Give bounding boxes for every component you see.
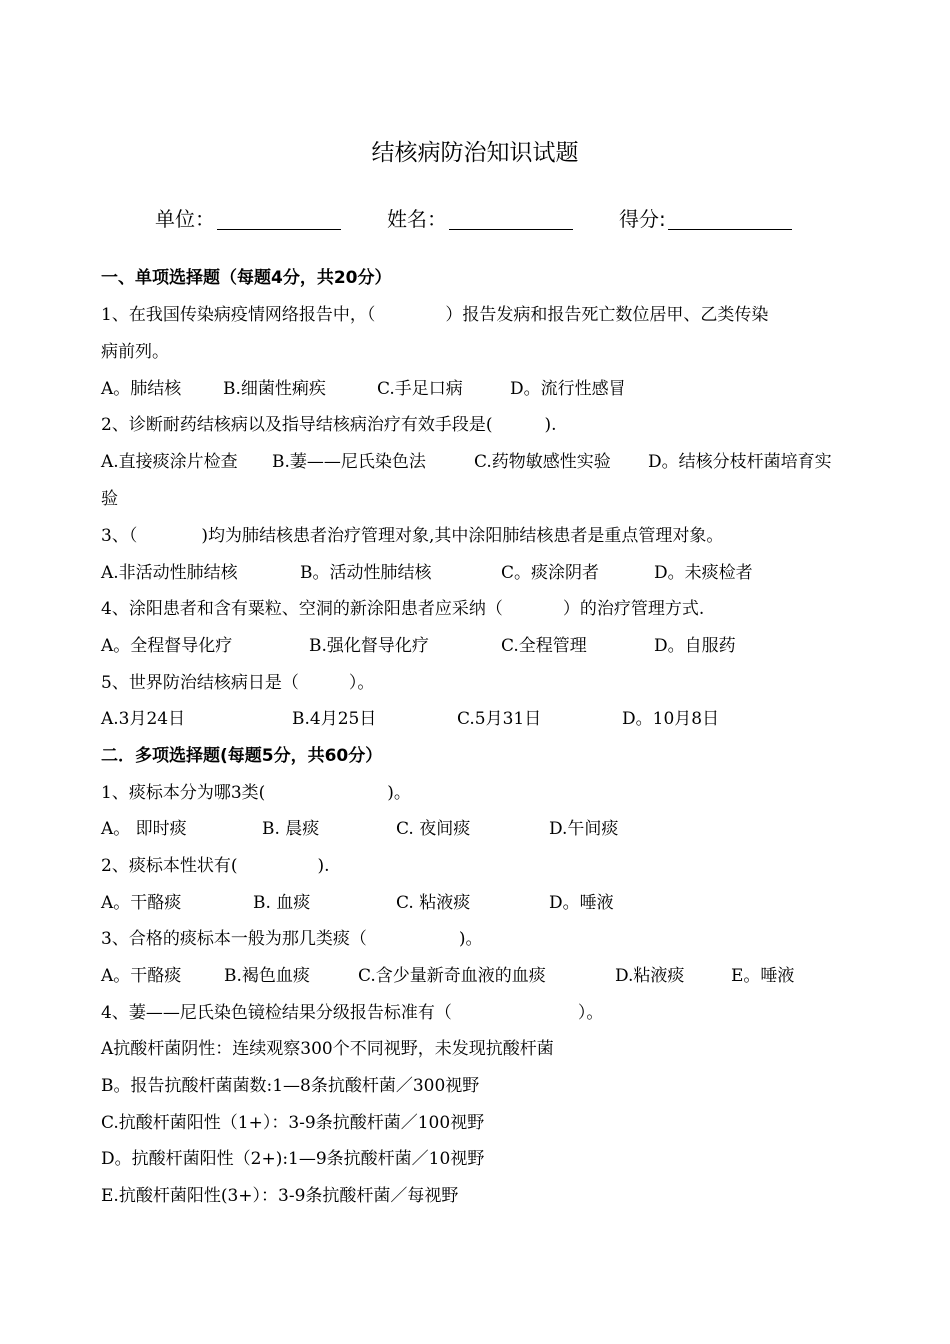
s1-q2-text-b: ). — [544, 415, 557, 435]
s1-q4-option-c: C.全程管理 — [501, 636, 587, 656]
s1-q5-option-a: A.3月24日 — [101, 709, 186, 729]
s1-q5-option-d: D。10月8日 — [622, 709, 720, 729]
s2-q2-option-b: B. 血痰 — [253, 893, 311, 913]
s1-q4-text-b: ）的治疗管理方式. — [562, 599, 705, 619]
s1-q2-option-b: B.萋——尼氏染色法 — [272, 452, 426, 472]
header-info-row — [0, 203, 950, 235]
s2-q4-option-c: C.抗酸杆菌阳性（1+）：3-9条抗酸杆菌／100视野 — [101, 1113, 485, 1133]
s1-q5-text-a: 5、世界防治结核病日是（ — [101, 673, 299, 693]
s1-q3-text-a: 3、（ — [101, 526, 138, 546]
s2-q4-text-b: ）。 — [577, 1003, 604, 1023]
s2-q4-option-e: E.抗酸杆菌阳性(3+）：3-9条抗酸杆菌／每视野 — [101, 1186, 459, 1206]
s1-question-3 — [101, 524, 723, 548]
s2-q2-text-b: ). — [317, 856, 330, 876]
s1-q5-option-b: B.4月25日 — [292, 709, 377, 729]
s2-question-3 — [101, 927, 482, 951]
name-blank[interactable] — [449, 207, 573, 230]
s1-q3-option-b: B。活动性肺结核 — [300, 563, 432, 583]
s1-question-2 — [101, 413, 557, 437]
name-field — [387, 203, 573, 232]
s1-q1-text-a: 1、在我国传染病疫情网络报告中，（ — [101, 305, 376, 325]
page-title: 结核病防治知识试题 — [371, 140, 579, 166]
s1-question-1 — [101, 303, 768, 327]
s2-q3-option-d: D.粘液痰 — [615, 966, 685, 986]
s2-q4-text-a: 4、萋——尼氏染色镜检结果分级报告标准有（ — [101, 1003, 452, 1023]
score-field — [619, 203, 792, 232]
s2-q3-text-b: )。 — [458, 929, 483, 949]
s1-q1-option-b: B.细菌性痢疾 — [223, 379, 326, 399]
s1-q3-option-d: D。未痰检者 — [654, 563, 753, 583]
s2-q1-option-d: D.午间痰 — [549, 819, 619, 839]
s1-q1-option-c: C.手足口病 — [377, 379, 463, 399]
section1-heading: 一、单项选择题（每题4分，共20分） — [101, 268, 392, 288]
s2-q2-option-c: C. 粘液痰 — [396, 893, 471, 913]
s1-q2-option-continuation: 验 — [101, 489, 118, 509]
s1-question-4 — [101, 597, 704, 621]
s2-q3-option-c: C.含少量新奇血液的血痰 — [358, 966, 546, 986]
s2-q4-option-d: D。抗酸杆菌阳性（2+):1—9条抗酸杆菌／10视野 — [101, 1149, 485, 1169]
s1-question-5 — [101, 671, 374, 695]
s2-question-2 — [101, 854, 330, 878]
name-label: 姓名： — [387, 207, 447, 231]
s2-q3-option-a: A。干酪痰 — [101, 966, 182, 986]
s1-q4-option-a: A。全程督导化疗 — [101, 636, 233, 656]
s2-q2-option-a: A。干酪痰 — [101, 893, 182, 913]
score-label: 得分: — [619, 207, 666, 231]
s2-question-4 — [101, 1001, 603, 1025]
s1-q3-option-c: C。痰涂阴者 — [501, 563, 600, 583]
s2-q1-option-a: A。 即时痰 — [101, 819, 187, 839]
s2-q2-text-a: 2、痰标本性状有( — [101, 856, 238, 876]
s1-q1-text-b: ）报告发病和报告死亡数位居甲、乙类传染 — [445, 305, 769, 325]
s2-q3-text-a: 3、合格的痰标本一般为那几类痰（ — [101, 929, 367, 949]
s2-q1-option-c: C. 夜间痰 — [396, 819, 471, 839]
s2-q3-option-b: B.褐色血痰 — [224, 966, 310, 986]
s1-q2-text-a: 2、诊断耐药结核病以及指导结核病治疗有效手段是( — [101, 415, 493, 435]
section2-heading: 二．多项选择题(每题5分，共60分） — [101, 746, 383, 766]
s2-q4-option-b: B。报告抗酸杆菌菌数:1—8条抗酸杆菌／300视野 — [101, 1076, 480, 1096]
s1-q2-option-d: D。结核分枝杆菌培育实 — [648, 452, 832, 472]
score-blank[interactable] — [668, 207, 792, 230]
s1-q4-option-d: D。自服药 — [654, 636, 736, 656]
s1-q2-option-a: A.直接痰涂片检查 — [101, 452, 238, 472]
s1-q4-option-b: B.强化督导化疗 — [309, 636, 429, 656]
s2-q3-option-e: E。唾液 — [731, 966, 795, 986]
s2-q4-option-a: A抗酸杆菌阴性：连续观察300个不同视野，未发现抗酸杆菌 — [101, 1039, 554, 1059]
s1-q2-option-c: C.药物敏感性实验 — [474, 452, 611, 472]
s1-q1-continuation: 病前列。 — [101, 342, 169, 362]
s1-q3-option-a: A.非活动性肺结核 — [101, 563, 238, 583]
s2-q1-option-b: B. 晨痰 — [262, 819, 320, 839]
s1-q1-option-a: A。肺结核 — [101, 379, 182, 399]
unit-blank[interactable] — [217, 207, 341, 230]
s1-q4-text-a: 4、涂阳患者和含有粟粒、空洞的新涂阳患者应采纳（ — [101, 599, 503, 619]
s1-q1-option-d: D。流行性感冒 — [510, 379, 626, 399]
s1-q3-text-b: )均为肺结核患者治疗管理对象,其中涂阳肺结核患者是重点管理对象。 — [201, 526, 724, 546]
s2-question-1 — [101, 781, 411, 805]
s2-q1-text-b: )。 — [387, 783, 411, 803]
unit-label: 单位： — [155, 207, 215, 231]
s1-q5-option-c: C.5月31日 — [457, 709, 542, 729]
s1-q5-text-b: ）。 — [348, 673, 375, 693]
s2-q1-text-a: 1、痰标本分为哪3类( — [101, 783, 266, 803]
s2-q2-option-d: D。唾液 — [549, 893, 614, 913]
unit-field — [155, 203, 341, 232]
